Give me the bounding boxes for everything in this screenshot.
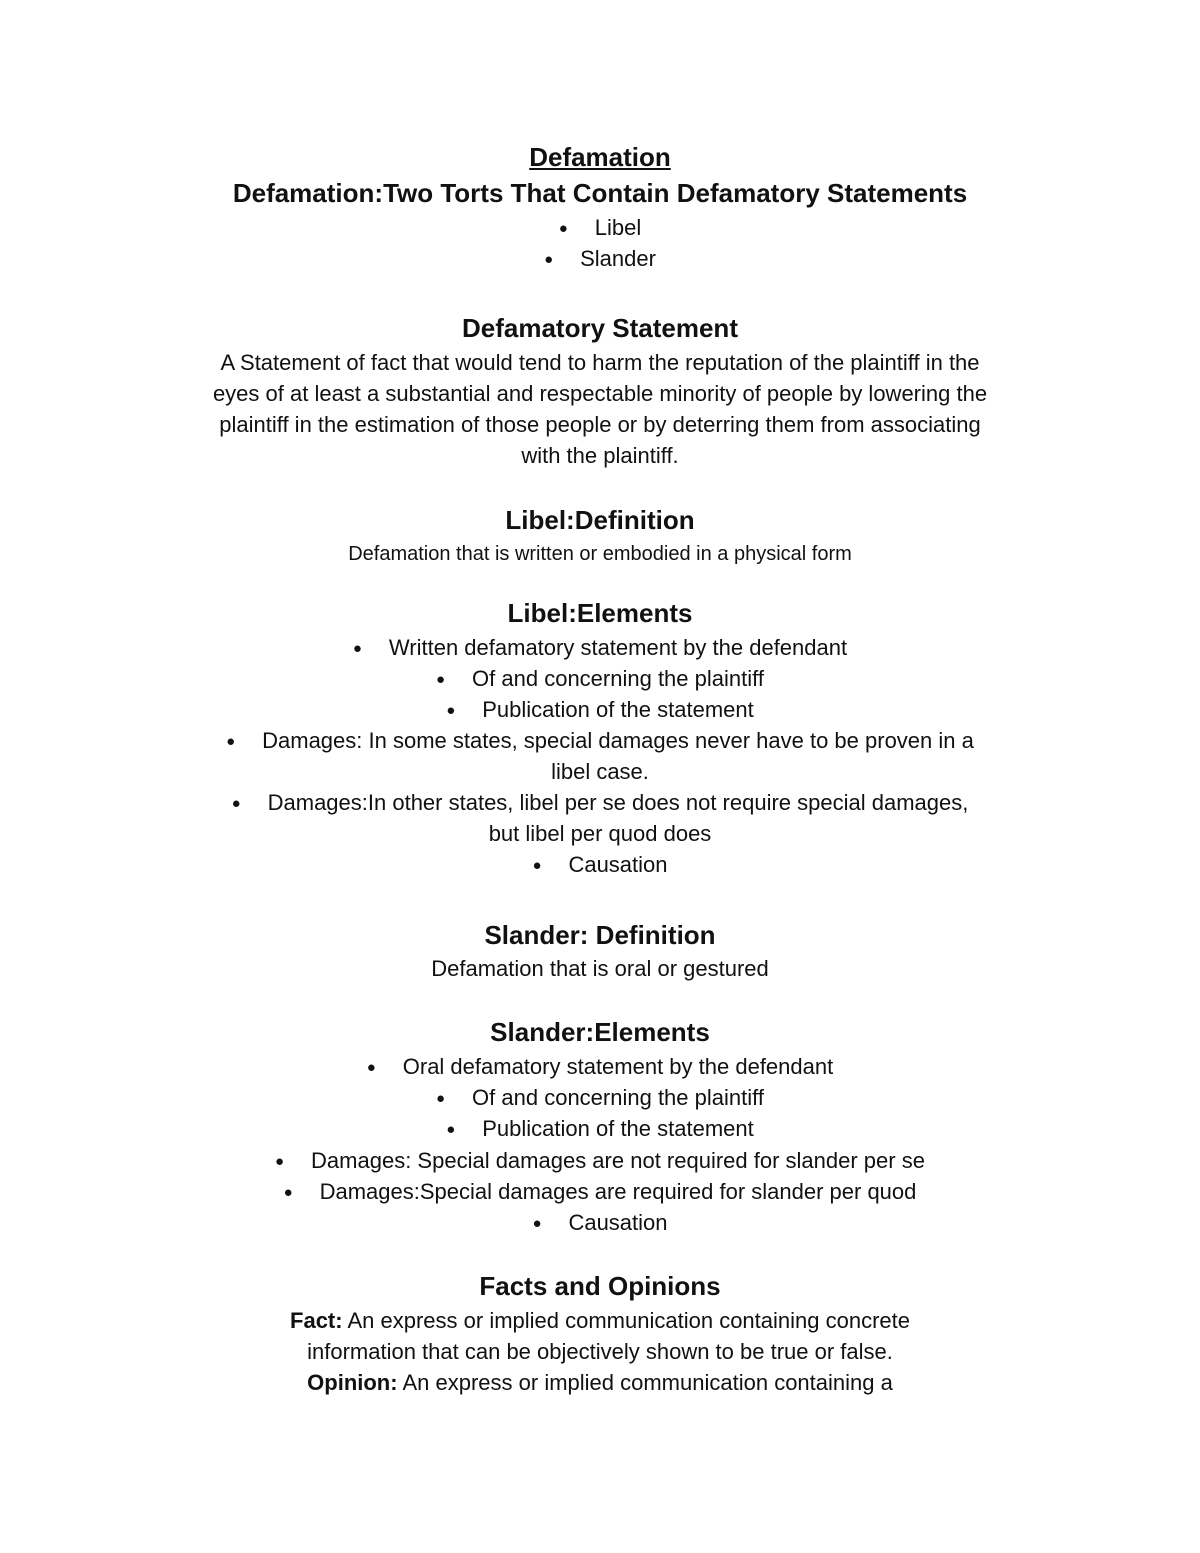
list-item: ● Publication of the statement [0, 696, 1200, 725]
list-item: ● Libel [0, 214, 1200, 243]
list-item-continuation: libel case. [551, 759, 649, 784]
list-item: ● Damages: In some states, special damages never have to be proven in a [0, 727, 1200, 756]
list-item: ● Oral defamatory statement by the defendant [0, 1053, 1200, 1082]
section-heading: Defamatory Statement [462, 313, 738, 343]
section-heading: Slander:Elements [490, 1017, 710, 1047]
list-item: ● Of and concerning the plaintiff [0, 665, 1200, 694]
list-item: ● Of and concerning the plaintiff [0, 1084, 1200, 1113]
document-subtitle: Defamation:Two Torts That Contain Defamatory Statements [232, 178, 968, 208]
list-item: ● Publication of the statement [0, 1115, 1200, 1144]
section-heading: Facts and Opinions [479, 1271, 721, 1301]
list-item: ● Slander [0, 245, 1200, 274]
section-heading: Slander: Definition [484, 920, 716, 950]
list-item: ● Damages:In other states, libel per se does not require special damages, [0, 789, 1200, 818]
list-item-continuation: but libel per quod does [488, 821, 712, 846]
section-heading: Libel:Elements [507, 598, 693, 628]
fact-label: Fact: [290, 1308, 343, 1333]
list-item: ● Written defamatory statement by the defendant [0, 634, 1200, 663]
paragraph-line: Defamation that is oral or gestured [431, 956, 769, 981]
paragraph-line: eyes of at least a substantial and respectable minority of people by lowering the [212, 381, 988, 406]
document-title: Defamation [529, 142, 671, 172]
section-heading: Libel:Definition [505, 505, 695, 535]
paragraph-line: plaintiff in the estimation of those people or by deterring them from associating [219, 412, 981, 437]
list-item: ● Causation [0, 851, 1200, 880]
list-item: ● Causation [0, 1209, 1200, 1238]
paragraph-line: Opinion: An express or implied communication containing a [307, 1370, 893, 1395]
paragraph-line: Fact: An express or implied communication containing concrete [290, 1308, 910, 1333]
list-item: ● Damages: Special damages are not required for slander per se [0, 1147, 1200, 1176]
paragraph-line: information that can be objectively shown to be true or false. [307, 1339, 893, 1364]
list-item: ● Damages:Special damages are required for slander per quod [0, 1178, 1200, 1207]
opinion-label: Opinion: [307, 1370, 398, 1395]
paragraph-line: with the plaintiff. [521, 443, 679, 468]
paragraph-line: A Statement of fact that would tend to harm the reputation of the plaintiff in the [220, 350, 980, 375]
paragraph-line: Defamation that is written or embodied in a physical form [348, 543, 852, 565]
